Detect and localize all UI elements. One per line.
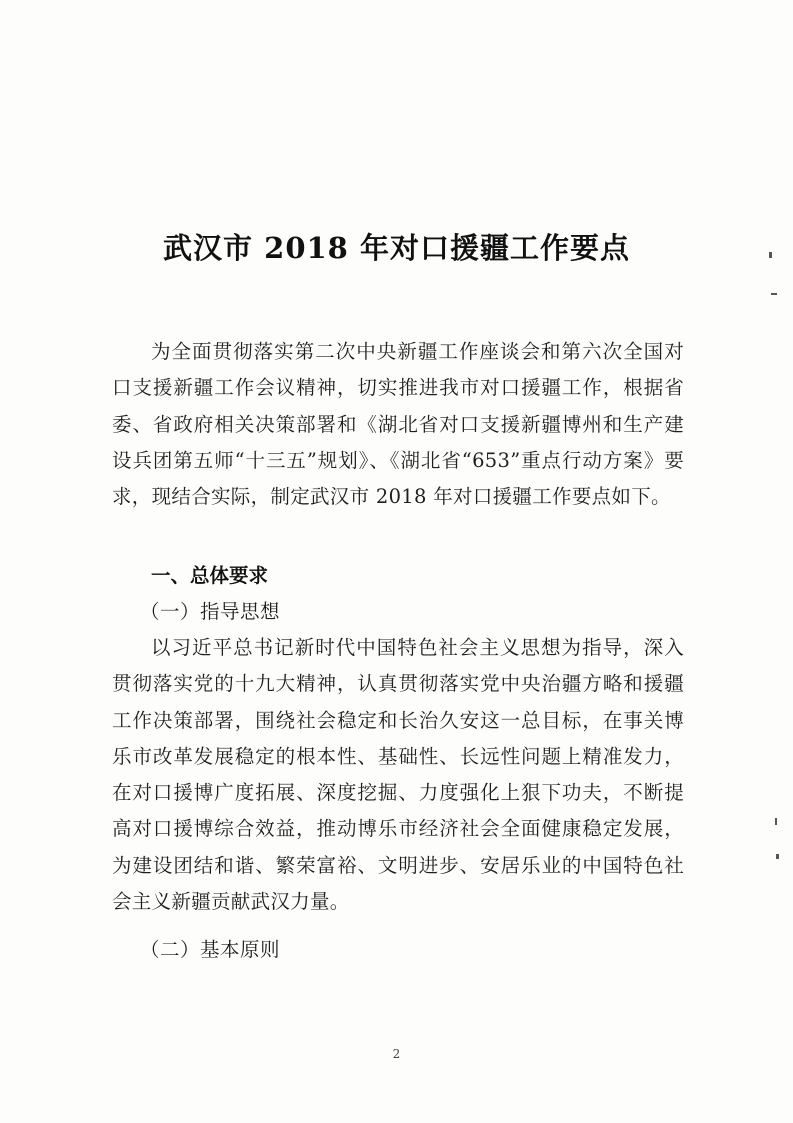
guiding-ideology-paragraph: 以习近平总书记新时代中国特色社会主义思想为指导，深入贯彻落实党的十九大精神，认真贯彻落实党中央治疆方略和援疆工作决策部署，围绕社会稳定和长治久安这一总目标，在事关博乐市改革发展稳定的根本性、基础性、长远性问题上精准发力，在对口援博广度拓展、深度挖掘、力度强化上狠下功夫，不断提高对口援博综合效益，推动博乐市经济社会全面健康稳定发展，为建设团结和谐、繁荣富裕、文明进步、安居乐业的中国特色社会主义新疆贡献武汉力量。 [112, 636, 684, 914]
intro-paragraph: 为全面贯彻落实第二次中央新疆工作座谈会和第六次全国对口支援新疆工作会议精神，切实推进我市对口援疆工作，根据省委、省政府相关决策部署和《湖北省对口支援新疆博州和生产建设兵团第五师“十三五”规划》、《湖北省“653”重点行动方案》要求，现结合实际，制定武汉市 2018 年对口援疆工作要点如下。 [112, 340, 684, 509]
document-title: 武汉市 2018 年对口援疆工作要点 [163, 231, 630, 265]
subsection-heading-basic-principles: （二）基本原则 [140, 938, 281, 961]
section-heading-general-requirements: 一、总体要求 [151, 564, 269, 587]
scan-speck [771, 293, 777, 295]
scan-speck [776, 854, 779, 859]
page-number: 2 [392, 1047, 401, 1061]
scan-speck [769, 252, 772, 258]
subsection-heading-guiding-ideology: （一）指导思想 [140, 600, 281, 623]
scan-speck [775, 818, 777, 825]
